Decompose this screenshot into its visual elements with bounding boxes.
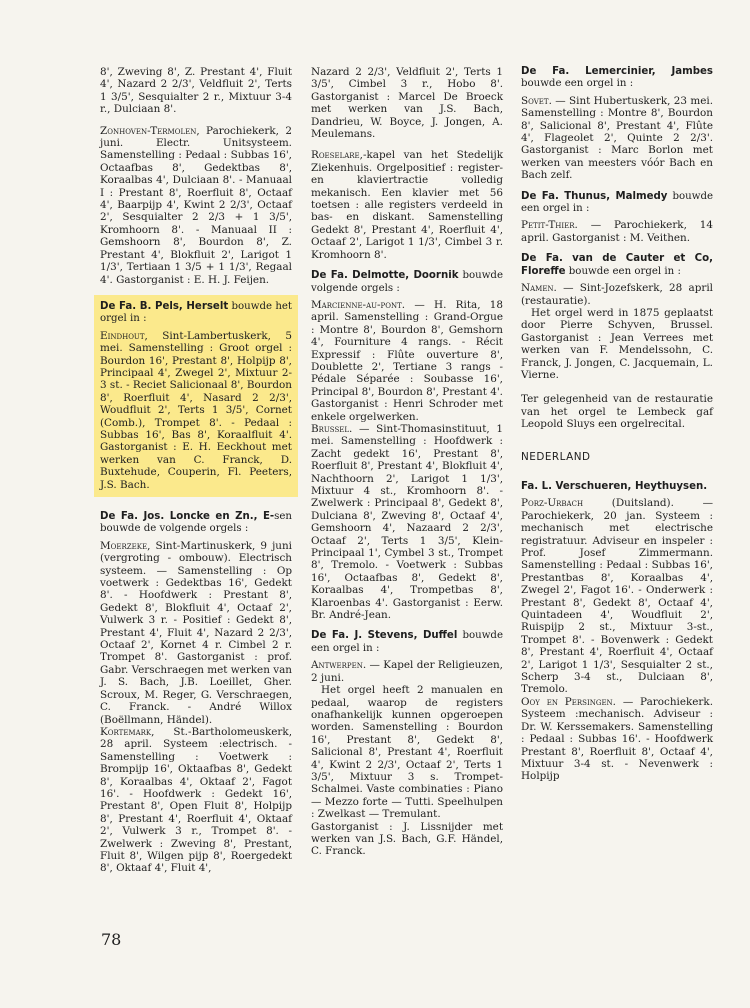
text-block: [311, 270, 503, 621]
firm-name: De Fa. Thunus, Malmedy: [521, 190, 668, 202]
paragraph-text: St.-Bartholomeuskerk, 28 april. Systeem :electrisch. - Samenstelling : Voetwerk : Brompijp 16', Oktaafbas 8', Gedekt 8', Koraalbas 4', Oktaaf 2', Fagot 16'. - Hoofdwerk : Gedekt 16', Prestant 8', Open Fluit 8', Holpijp 8', Prestant 4', Roerfluit 4', Oktaaf 2', Vulwerk 3 r., Trompet 8'. - Zwelwerk : Zweving 8', Prestant, Fluit 8', Wilgen pijp 8', Roergedekt 8', Oktaaf 4', Fluit 4',: [100, 725, 292, 875]
paragraph: [311, 821, 503, 858]
place-name: Eindhout,: [100, 329, 148, 342]
place-name: Sovet.: [521, 94, 552, 107]
text-block: [100, 125, 292, 286]
paragraph: [311, 149, 503, 261]
paragraph-text: Nazard 2 2/3', Veldfluit 2', Terts 1 3/5', Cimbel 3 r., Hobo 8'. Gastorganist : Marcel De Broeck met werken van J.S. Bach, Dandrieu, W. Boyce, J. Jongen, A. Meulemans.: [311, 66, 503, 141]
paragraph-text: — Kapel der Religieuzen, 2 juni.: [311, 659, 503, 684]
column-middle: [311, 66, 503, 867]
firm-name: De Fa. J. Stevens, Duffel: [311, 630, 458, 642]
paragraph: [311, 684, 503, 820]
place-name: Roeselare,: [311, 149, 363, 162]
column-right: [521, 66, 713, 792]
paragraph-text: — Parochiekerk, 14 april. Gastorganist : M. Veithen.: [521, 219, 713, 244]
text-block: [100, 66, 292, 116]
paragraph: [100, 125, 292, 286]
firm-heading-rest: bouwde een orgel in :: [311, 630, 503, 654]
place-name: Namen.: [521, 282, 557, 295]
firm-heading-rest: bouwde volgende orgels :: [311, 270, 503, 294]
paragraph: [521, 95, 713, 182]
paragraph: [311, 423, 503, 622]
paragraph: [521, 696, 713, 783]
paragraph-text: 8', Zweving 8', Z. Prestant 4', Fluit 4', Nazard 2 2/3', Veldfluit 2', Terts 1 3/5', Sesquialter 2 r., Mixtuur 3-4 r., Dulciaan 8'.: [100, 66, 292, 116]
text-block: [521, 191, 713, 245]
place-name: Kortemark,: [100, 725, 155, 738]
paragraph-text: Het orgel werd in 1875 geplaatst door Pierre Schyven, Brussel. Gastorganist : Jean Verrees met werken van F. Mendelssohn, C. Franck, J. Jongen, C. Jacquemain, L. Vierne.: [521, 306, 713, 381]
paragraph: [311, 659, 503, 684]
firm-name: De Fa. B. Pels, Herselt: [100, 300, 229, 312]
paragraph-text: Ter gelegenheid van de restauratie van het orgel te Lembeck gaf Leopold Sluys een orgelrecital.: [521, 393, 713, 431]
text-block: [311, 66, 503, 140]
paragraph-text: Sint-Lambertuskerk, 5 mei. Samenstelling : Groot orgel : Bourdon 16', Prestant 8', Holpijp 8', Principaal 4', Zwegel 2', Mixtuur 2-3 st. - Reciet Salicionaal 8', Bourdon 8', Roerfluit 4', Nasard 2 2/3', Woudfluit 2', Terts 1 3/5', Cornet (Comb.), Trompet 8'. - Pedaal : Subbas 16', Bas 8', Koraalfluit 4'. Gastorganist : E. H. Eeckhout met werken van C. Franck, D. Buxtehude, Couperin, Fl. Peeters, J.S. Bach.: [100, 329, 292, 491]
place-name: Brussel.: [311, 422, 353, 435]
section-heading: NEDERLAND: [521, 450, 591, 463]
firm-heading-rest: bouwde een orgel in :: [521, 190, 714, 215]
text-block: [521, 481, 713, 783]
paragraph-text: — Sint Hubertuskerk, 23 mei. Samenstelling : Montre 8', Bourdon 8', Salicional 8', Prestant 4', Flûte 4', Flageolet 2', Quinte 2 2/3'. Gastorganist : Marc Borlon met werken van meesters vóór Bach en Bach zelf.: [521, 94, 713, 182]
paragraph: [311, 66, 503, 140]
place-name: Zonhoven-Termolen,: [100, 124, 200, 137]
place-name: Petit-Thier.: [521, 219, 578, 232]
firm-name: De Fa. Delmotte, Doornik: [311, 270, 459, 282]
paragraph: [311, 299, 503, 423]
firm-heading: [311, 630, 503, 655]
text-block: [521, 451, 713, 463]
place-name: Ooy en Persingen.: [521, 695, 616, 708]
paragraph-text: — Sint-Jozefskerk, 28 april (restauratie).: [521, 282, 713, 307]
place-name: Antwerpen.: [311, 659, 367, 672]
column-left: [100, 66, 292, 884]
firm-heading-rest: bouwde het orgel in :: [100, 300, 293, 325]
place-name: Moerzeke,: [100, 539, 151, 552]
paragraph-text: — Sint-Thomasinstituut, 1 mei. Samenstelling : Hoofdwerk : Zacht gedekt 16', Prestant 8', Roerfluit 8', Prestant 4', Blokfluit 4', Nachthoorn 2', Larigot 1 1/3', Mixtuur 4 st., Kromhoorn 8'. - Zwelwerk : Principaal 8', Gedekt 8', Dulciana 8', Zweving 8', Octaaf 4', Gemshoorn 4', Nazaard 2 2/3', Octaaf 2', Terts 1 3/5', Klein-Principaal 1', Cymbel 3 st., Trompet 8', Tremolo. - Voetwerk : Subbas 16', Octaafbas 8', Gedekt 8', Koraalbas 4', Trompetbas 8', Klaroenbas 4'. Gastorganist : Eerw. Br. André-Jean.: [311, 422, 503, 622]
paragraph: [100, 66, 292, 116]
firm-heading: [311, 270, 503, 295]
firm-heading: [521, 191, 713, 216]
text-block: [311, 149, 503, 261]
firm-heading: [521, 481, 713, 493]
firm-heading-rest: bouwde een orgel in :: [521, 78, 634, 90]
firm-heading: [100, 301, 292, 326]
firm-heading-rest: bouwde een orgel in :: [565, 265, 681, 277]
paragraph: [100, 330, 292, 491]
paragraph-text: Parochiekerk, 2 juni. Electr. Unitsysteem. Samenstelling : Pedaal : Subbas 16', Octaafbas 8', Gedektbas 8', Koraalbas 4', Dulciaan 8'. - Manuaal I : Prestant 8', Roerfluit 8', Octaaf 4', Baarpijp 4', Kwint 2 2/3', Octaaf 2', Sesquialter 2 2/3 + 1 3/5', Kromhoorn 8'. - Manuaal II : Gemshoorn 8', Bourdon 8', Z. Prestant 4', Blokfluit 2', Larigot 1 1/3', Tertiaan 1 3/5 + 1 1/3', Regaal 4'. Gastorganist : E. H. J. Feijen.: [100, 124, 292, 286]
paragraph-text: Sint-Martinuskerk, 9 juni (vergroting - ombouw). Electrisch systeem. — Samenstelling : Op voetwerk : Gedektbas 16', Gedekt 8'. - Hoofdwerk : Prestant 8', Gedekt 8', Blokfluit 4', Octaaf 2', Vulwerk 3 r. - Positief : Gedekt 8', Prestant 4', Fluit 4', Nazard 2 2/3', Octaaf 2', Kornet 4 r. Cimbel 2 r. Trompet 8'. Gastorganist : prof. Gabr. Verschraegen met werken van J. S. Bach, J.B. Loeillet, Gher. Scroux, M. Reger, G. Verschraegen, C. Franck. - André Willox (Boëllmann, Händel).: [100, 539, 292, 726]
firm-name: De Fa. van de Cauter et Co, Floreffe: [521, 253, 713, 277]
paragraph-text: Gastorganist : J. Lissnijder met werken van J.S. Bach, G.F. Händel, C. Franck.: [311, 820, 503, 858]
firm-heading: [521, 66, 713, 91]
firm-name: De Fa. Lemercinier, Jambes: [521, 66, 713, 77]
paragraph-text: -kapel van het Stedelijk Ziekenhuis. Orgelpositief : register- en klaviertractie volledig mekanisch. Een klavier met 56 toetsen : alle registers verdeeld in bas- en diskant. Samenstelling Gedekt 8', Prestant 4', Roerfluit 4', Octaaf 2', Larigot 1 1/3', Cimbel 3 r. Kromhoorn 8'.: [311, 149, 503, 261]
paragraph: [521, 393, 713, 430]
firm-heading: [100, 511, 292, 536]
paragraph: [521, 219, 713, 244]
paragraph: [100, 726, 292, 875]
text-block: [521, 253, 713, 430]
paragraph-text: Het orgel heeft 2 manualen en pedaal, waarop de registers onafhankelijk kunnen opgeroepen worden. Samenstelling : Bourdon 16', Prestant 8', Gedekt 8', Salicional 8', Prestant 4', Roerfluit 4', Kwint 2 2/3', Octaaf 2', Terts 1 3/5', Mixtuur 3 s. Trompet-Schalmei. Vaste combinaties : Piano — Mezzo forte — Tutti. Speelhulpen : Zwelkast — Tremulant.: [311, 684, 503, 821]
text-block: [100, 511, 292, 875]
paragraph-text: — Parochiekerk. Systeem :mechanisch. Adviseur : Dr. W. Kerssemakers. Samenstelling : Pedaal : Subbas 16'. - Hoofdwerk Prestant 8', Roerfluit 8', Octaaf 4', Mixtuur 3-4 st. - Nevenwerk : Holpijp: [521, 695, 713, 783]
paragraph: [100, 540, 292, 726]
paragraph-text: — H. Rita, 18 april. Samenstelling : Grand-Orgue : Montre 8', Bourdon 8', Gemshorn 4', Fourniture 4 rangs. - Récit Expressif : Flûte ouverture 8', Doublette 2', Tertiane 3 rangs - Pédale Séparée : Soubasse 16', Principal 8', Bourdon 8', Prestant 4'. Gastorganist : Henri Schroder met enkele orgelwerken.: [311, 298, 503, 423]
page-number: 78: [101, 930, 122, 949]
paragraph-text: (Duitsland). — Parochiekerk, 20 jan. Systeem : mechanisch met electrische registratuur. Adviseur en inspeler : Prof. Josef Zimmermann. Samenstelling : Pedaal : Subbas 16', Prestantbas 8', Koraalbas 4', Zwegel 2', Fagot 16'. - Onderwerk : Prestant 8', Gedekt 8', Octaaf 4', Quintadeen 4', Woudfluit 2', Ruispijp 2 st., Mixtuur 3-st., Trompet 8'. - Bovenwerk : Gedekt 8', Prestant 4', Roerfluit 4', Octaaf 2', Larigot 1 1/3', Sesquialter 2 st., Scherp 3-4 st., Dulciaan 8', Tremolo.: [521, 497, 713, 696]
text-block: [311, 630, 503, 857]
firm-name: Fa. L. Verschueren, Heythuysen.: [521, 480, 708, 492]
paragraph: [521, 307, 713, 381]
paragraph: [521, 497, 713, 696]
place-name: Porz-Urbach: [521, 497, 584, 510]
text-block: [521, 66, 713, 182]
firm-heading-rest: sen bouwde de volgende orgels :: [100, 511, 292, 535]
highlighted-entry: [94, 295, 298, 497]
place-name: Marcienne-au-pont.: [311, 298, 406, 311]
paragraph: [521, 282, 713, 307]
firm-name: De Fa. Jos. Loncke en Zn., E-: [100, 511, 275, 522]
firm-heading: [521, 253, 713, 278]
